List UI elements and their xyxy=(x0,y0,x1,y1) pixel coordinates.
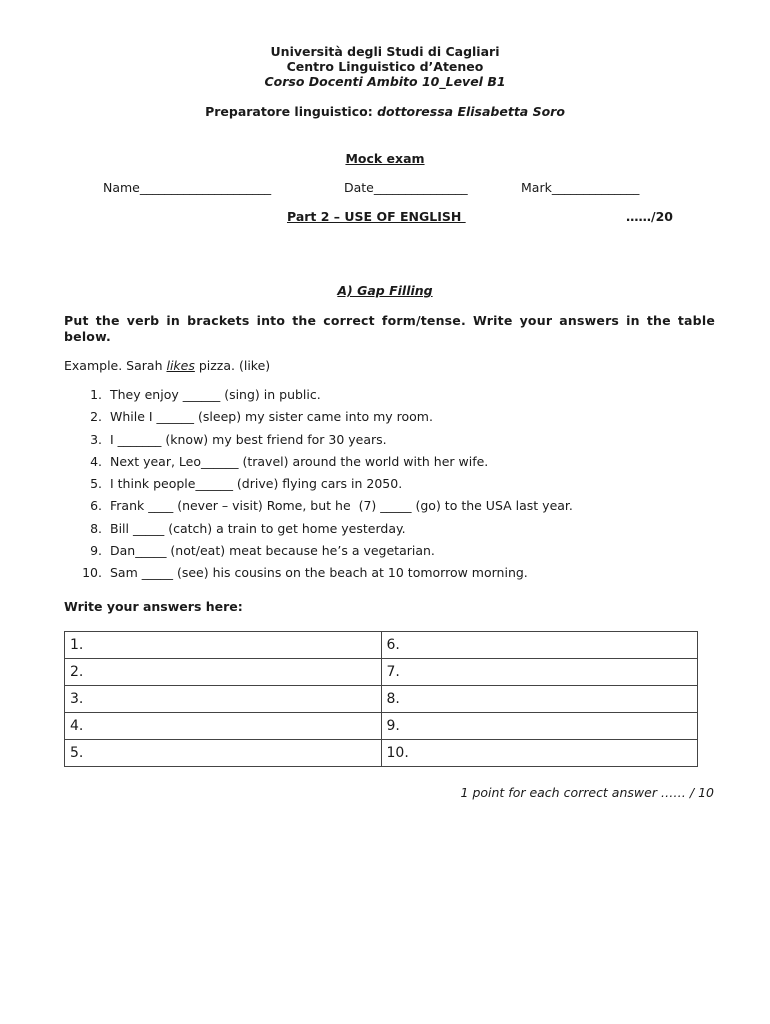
section-title: A) Gap Filling xyxy=(337,283,433,298)
answer-cell[interactable]: 3. xyxy=(65,686,382,713)
part-score: ……/20 xyxy=(626,209,673,224)
exam-title: Mock exam xyxy=(345,151,425,166)
example-answer: likes xyxy=(166,358,195,373)
exercise-text: I think people______ (drive) flying cars in 2050. xyxy=(110,476,403,492)
exercise-item xyxy=(64,476,573,498)
answer-cell[interactable]: 5. xyxy=(65,740,382,767)
exercise-item xyxy=(64,498,573,520)
answer-cell[interactable]: 9. xyxy=(381,713,698,740)
exercise-text: Sam _____ (see) his cousins on the beach at 10 tomorrow morning. xyxy=(110,565,528,581)
date-field: Date_______________ xyxy=(344,180,468,195)
answer-cell[interactable]: 10. xyxy=(381,740,698,767)
answer-cell[interactable]: 4. xyxy=(65,713,382,740)
exercise-item xyxy=(64,565,573,587)
example-suffix: pizza. (like) xyxy=(194,358,271,373)
exercise-text: Next year, Leo______ (travel) around the world with her wife. xyxy=(110,453,489,469)
exercise-list xyxy=(64,387,573,588)
name-field: Name_____________________ xyxy=(103,180,272,195)
exercise-item xyxy=(64,454,573,476)
exercise-text: They enjoy ______ (sing) in public. xyxy=(110,387,321,402)
exercise-item xyxy=(64,521,573,543)
instructions xyxy=(64,313,715,345)
exercise-number: 4. xyxy=(90,453,102,469)
exercise-number: 8. xyxy=(90,520,102,536)
exercise-item xyxy=(64,432,573,454)
answer-row xyxy=(65,686,698,713)
answer-cell[interactable]: 1. xyxy=(65,632,382,659)
exercise-number: 1. xyxy=(90,387,102,402)
answers-heading: Write your answers here: xyxy=(64,599,243,614)
exercise-text: Bill _____ (catch) a train to get home yesterday. xyxy=(110,520,406,536)
preparer-name: dottoressa Elisabetta Soro xyxy=(377,104,565,119)
example-prefix: Example. Sarah xyxy=(64,358,167,373)
answer-table xyxy=(64,631,698,767)
mark-field: Mark______________ xyxy=(521,180,640,195)
exercise-number: 6. xyxy=(90,498,102,514)
university-title: Università degli Studi di Cagliari xyxy=(270,44,500,59)
exercise-number: 9. xyxy=(90,543,102,559)
exercise-text: I _______ (know) my best friend for 30 years. xyxy=(110,431,387,447)
answer-cell[interactable]: 7. xyxy=(381,659,698,686)
answer-row xyxy=(65,740,698,767)
exercise-number: 10. xyxy=(82,565,102,581)
part-title: Part 2 – USE OF ENGLISH xyxy=(287,209,466,224)
preparer-line: Preparatore linguistico: dottoressa Elisabetta Soro xyxy=(205,104,565,119)
exercise-item xyxy=(64,409,573,431)
exercise-text: Frank ____ (never – visit) Rome, but he (7) _____ (go) to the USA last year. xyxy=(110,498,573,514)
course-title: Corso Docenti Ambito 10_Level B1 xyxy=(264,74,506,89)
answer-cell[interactable]: 8. xyxy=(381,686,698,713)
exercise-number: 2. xyxy=(90,409,102,425)
instructions-line-1: Put the verb in brackets into the correct form/tense. Write your answers in the table xyxy=(64,313,715,328)
preparer-label: Preparatore linguistico xyxy=(205,104,368,119)
answer-row xyxy=(65,632,698,659)
example-sentence xyxy=(64,358,270,373)
exercise-text: Dan_____ (not/eat) meat because he’s a vegetarian. xyxy=(110,543,435,559)
exercise-item xyxy=(64,543,573,565)
exercise-number: 3. xyxy=(90,431,102,447)
points-note: 1 point for each correct answer …… / 10 xyxy=(460,785,714,800)
answer-row xyxy=(65,713,698,740)
exercise-number: 5. xyxy=(90,476,102,492)
instructions-line-2: below. xyxy=(64,329,111,344)
answer-cell[interactable]: 6. xyxy=(381,632,698,659)
exercise-item xyxy=(64,387,573,409)
answer-cell[interactable]: 2. xyxy=(65,659,382,686)
centre-title: Centro Linguistico d’Ateneo xyxy=(286,59,484,74)
exercise-text: While I ______ (sleep) my sister came into my room. xyxy=(110,409,433,425)
answer-row xyxy=(65,659,698,686)
